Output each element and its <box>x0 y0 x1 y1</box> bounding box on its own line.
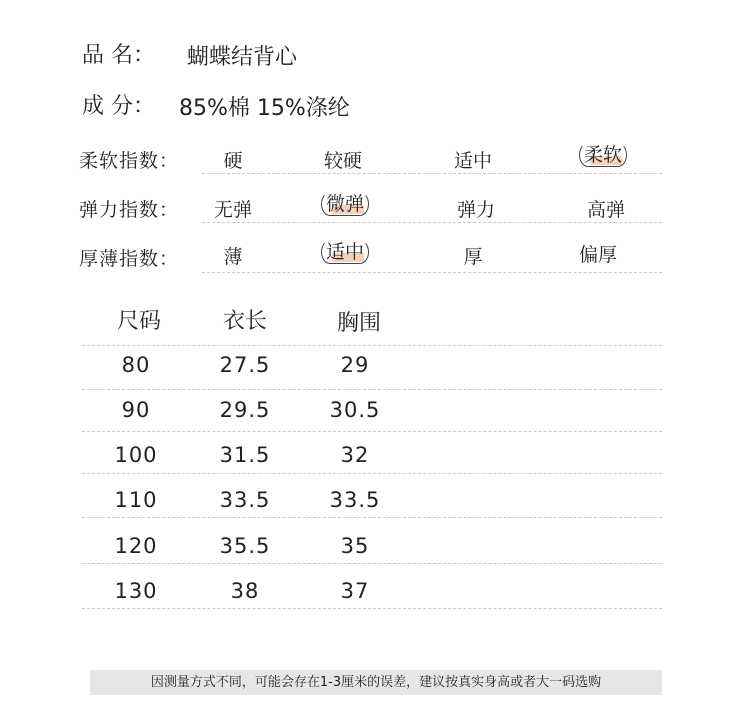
elasticity-option-high: 高弹 <box>586 199 625 221</box>
table-divider <box>82 473 662 474</box>
product-name-label: 品 名： <box>82 43 155 68</box>
thickness-option-moderate-selected <box>313 240 377 264</box>
table-divider <box>82 608 662 609</box>
softness-selected-text: 柔软 <box>583 144 622 166</box>
header-length: 衣长 <box>222 309 267 334</box>
cell-chest: 29 <box>340 353 370 377</box>
cell-length: 38 <box>230 579 260 603</box>
thickness-label: 厚薄指数： <box>79 248 180 270</box>
elasticity-option-slight-selected <box>313 192 377 216</box>
cell-chest: 35 <box>340 534 370 558</box>
thickness-option-thin: 薄 <box>223 246 243 268</box>
softness-label: 柔软指数： <box>79 150 180 172</box>
cell-chest: 30.5 <box>329 398 381 422</box>
table-divider <box>82 431 662 432</box>
product-name-value: 蝴蝶结背心 <box>187 45 298 70</box>
elasticity-selected-text: 微弹 <box>325 193 364 215</box>
elasticity-label: 弹力指数： <box>79 199 180 221</box>
cell-chest: 37 <box>340 579 370 603</box>
composition-value: 85%棉 15%涤纶 <box>179 96 350 121</box>
cell-size: 110 <box>114 488 158 512</box>
softness-divider <box>202 173 662 174</box>
softness-option-moderate: 适中 <box>453 150 492 172</box>
header-chest: 胸围 <box>336 311 381 336</box>
measurement-note: 因测量方式不同，可能会存在1-3厘米的误差，建议按真实身高或者大一码选购 <box>90 670 662 695</box>
softness-option-fairly-hard: 较硬 <box>323 150 362 172</box>
table-divider <box>82 389 662 390</box>
cell-length: 35.5 <box>219 534 271 558</box>
cell-chest: 33.5 <box>329 488 381 512</box>
table-divider <box>82 345 662 346</box>
cell-size: 120 <box>114 534 158 558</box>
cell-length: 29.5 <box>219 398 271 422</box>
thickness-option-extra-thick: 偏厚 <box>578 244 617 266</box>
cell-chest: 32 <box>340 443 370 467</box>
softness-option-soft-selected <box>571 143 635 167</box>
table-divider <box>82 563 662 564</box>
table-divider <box>82 517 662 518</box>
cell-size: 90 <box>121 398 151 422</box>
elasticity-divider <box>202 222 662 223</box>
elasticity-option-elastic: 弹力 <box>456 199 495 221</box>
cell-length: 33.5 <box>219 488 271 512</box>
thickness-divider <box>202 272 662 273</box>
thickness-selected-text: 适中 <box>325 241 364 263</box>
cell-size: 80 <box>121 353 151 377</box>
cell-length: 31.5 <box>219 443 271 467</box>
composition-label: 成 分： <box>82 94 155 119</box>
cell-size: 100 <box>114 443 158 467</box>
cell-length: 27.5 <box>219 353 271 377</box>
elasticity-option-none: 无弹 <box>213 199 252 221</box>
cell-size: 130 <box>114 579 158 603</box>
softness-option-hard: 硬 <box>223 150 243 172</box>
thickness-option-thick: 厚 <box>463 246 483 268</box>
header-size: 尺码 <box>116 309 161 334</box>
